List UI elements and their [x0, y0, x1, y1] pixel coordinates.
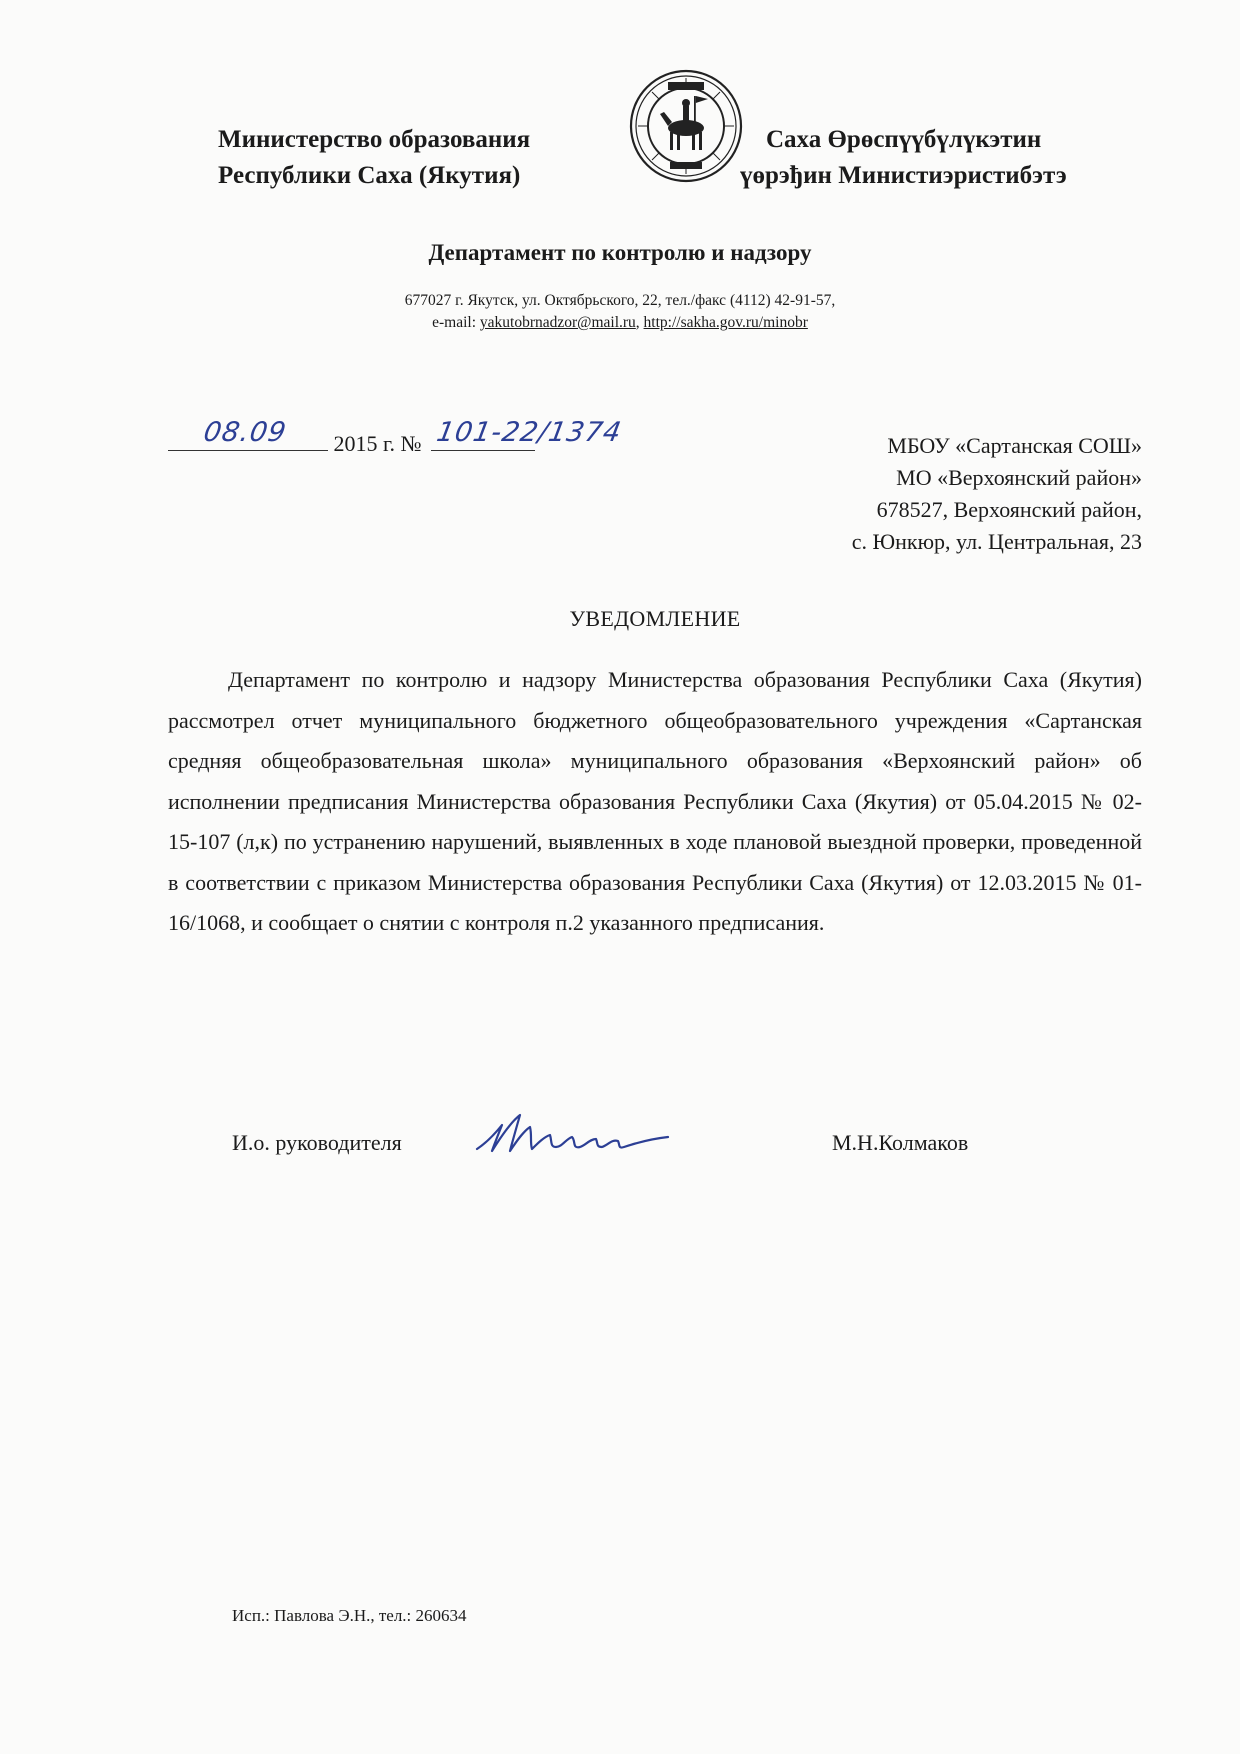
- ministry-sakha-line1: Саха Өрөспүүбүлүкэтин: [766, 126, 1042, 153]
- executor-info: Исп.: Павлова Э.Н., тел.: 260634: [232, 1606, 467, 1625]
- handwritten-signature: [472, 1105, 672, 1161]
- ministry-name-sakha: [740, 122, 1160, 194]
- sakha-coat-of-arms-icon: [628, 68, 744, 184]
- ministry-name-russian: [218, 122, 598, 194]
- signer-name: М.Н.Колмаков: [832, 1130, 969, 1155]
- handwritten-date: 08.09: [201, 417, 290, 448]
- date-field: [168, 417, 328, 451]
- email-web-line: [0, 312, 1240, 334]
- notice-body: Департамент по контролю и надзору Министерства образования Республики Саха (Якутия) рассмотрел отчет муниципального бюджетного общеобразовательного учреждения «Сартанская средняя общеобразовательная школа» муниципального образования «Верхоянский район» об исполнении предписания Министерства образования Республики Саха (Якутия) от 05.04.2015 № 02-15-107 (л,к) по устранению нарушений, выявленных в ходе плановой выездной проверки, проведенной в соответствии с приказом Министерства образования Республики Саха (Якутия) от 12.03.2015 № 01-16/1068, и сообщает о снятии с контроля п.2 указанного предписания.: [168, 667, 1142, 935]
- ministry-ru-line1: Министерство образования: [218, 126, 531, 153]
- email-prefix: e-mail:: [432, 314, 480, 331]
- signer-role: И.о. руководителя: [232, 1130, 402, 1155]
- recipient-line3: 678527, Верхоянский район,: [876, 497, 1142, 522]
- ministry-ru-line2: Республики Саха (Якутия): [218, 162, 521, 189]
- year-number-label: 2015 г. №: [333, 431, 422, 456]
- registration-line: [168, 417, 625, 457]
- recipient-line1: МБОУ «Сартанская СОШ»: [887, 433, 1142, 458]
- document-title: УВЕДОМЛЕНИЕ: [569, 606, 741, 631]
- ministry-sakha-line2: үөрэђин Министиэристибэтэ: [740, 162, 1067, 189]
- recipient-line4: с. Юнкюр, ул. Центральная, 23: [851, 529, 1142, 554]
- website-link[interactable]: http://sakha.gov.ru/minobr: [643, 314, 808, 331]
- address-line: 677027 г. Якутск, ул. Октябрьского, 22, тел./факс (4112) 42-91-57,: [404, 292, 836, 309]
- email-link[interactable]: yakutobrnadzor@mail.ru: [479, 314, 636, 331]
- contact-block: [0, 290, 1240, 334]
- department-name: Департамент по контролю и надзору: [428, 240, 812, 265]
- link-separator: ,: [635, 314, 644, 331]
- number-field: [431, 417, 625, 451]
- recipient-line2: МО «Верхоянский район»: [896, 465, 1142, 490]
- handwritten-number: 101-22/1374: [434, 417, 625, 448]
- recipient-block: [852, 430, 1142, 558]
